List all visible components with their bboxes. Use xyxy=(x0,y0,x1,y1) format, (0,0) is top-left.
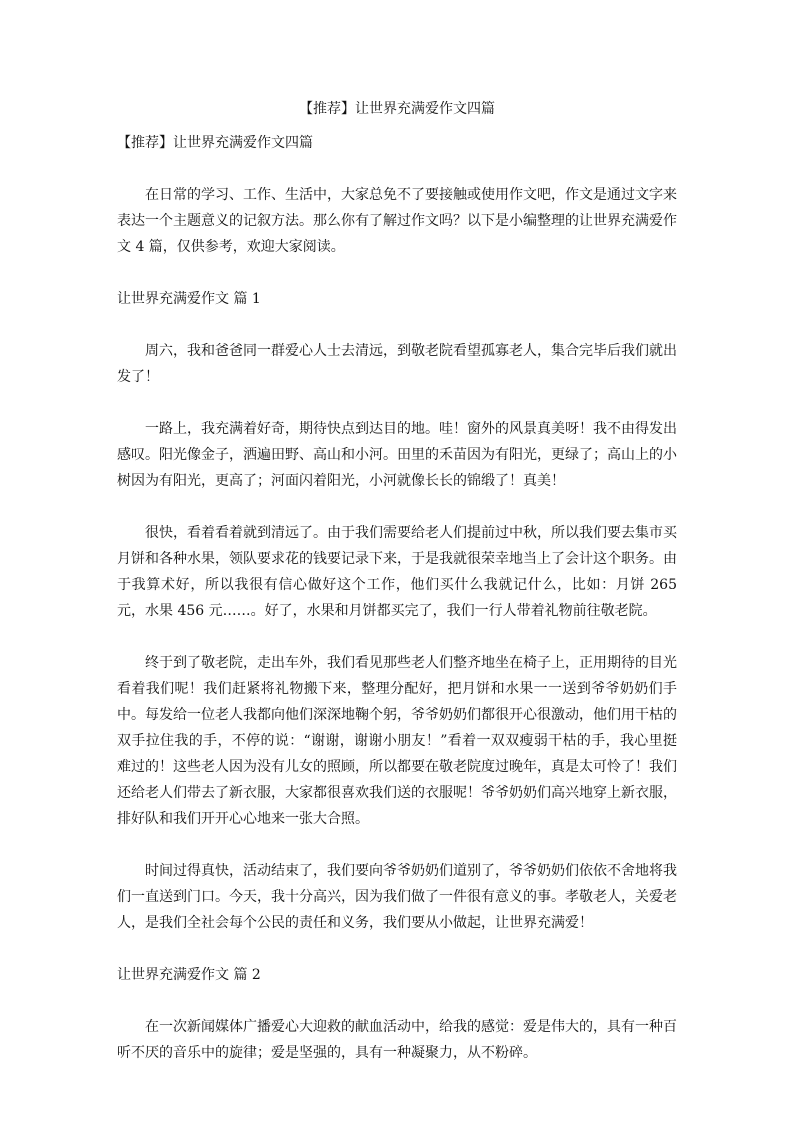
section-1-paragraph-4: 终于到了敬老院，走出车外，我们看见那些老人们整齐地坐在椅子上，正用期待的目光看着我们呢！我们赶紧将礼物搬下来，整理分配好，把月饼和水果一一送到爷爷奶奶们手中。每发给一位老人我都向他们深深地鞠个躬，爷爷奶奶们都很开心很激动，他们用干枯的双手拉住我的手，不停的说：“谢谢，谢谢小朋友！”看着一双双瘦弱干枯的手，我心里挺难过的！这些老人因为没有儿女的照顾，所以都要在敬老院度过晚年，真是太可怜了！我们还给老人们带去了新衣服，大家都很喜欢我们送的衣服呢！爷爷奶奶们高兴地穿上新衣服，排好队和我们开开心心地来一张大合照。 xyxy=(117,655,677,827)
section-1-paragraph-5: 时间过得真快，活动结束了，我们要向爷爷奶奶们道别了，爷爷奶奶们依依不舍地将我们一直送到门口。今天，我十分高兴，因为我们做了一件很有意义的事。孝敬老人，关爱老人，是我们全社会每个公民的责任和义务，我们要从小做起，让世界充满爱！ xyxy=(117,863,677,931)
section-2-heading: 让世界充满爱作文 篇 2 xyxy=(117,967,261,983)
intro-paragraph: 在日常的学习、工作、生活中，大家总免不了要接触或使用作文吧，作文是通过文字来表达一个主题意义的记叙方法。那么你有了解过作文吗？以下是小编整理的让世界充满爱作文 4 篇，仅供参考，欢迎大家阅读。 xyxy=(117,187,677,255)
document-title: 【推荐】让世界充满爱作文四篇 xyxy=(299,101,495,117)
document-subtitle: 【推荐】让世界充满爱作文四篇 xyxy=(117,135,313,151)
section-1-paragraph-1: 周六，我和爸爸同一群爱心人士去清远，到敬老院看望孤寡老人，集合完毕后我们就出发了！ xyxy=(117,343,677,385)
section-1-paragraph-2: 一路上，我充满着好奇，期待快点到达目的地。哇！窗外的风景真美呀！我不由得发出感叹。阳光像金子，洒遍田野、高山和小河。田里的禾苗因为有阳光，更绿了；高山上的小树因为有阳光，更高了；河面闪着阳光，小河就像长长的锦缎了！真美！ xyxy=(117,421,677,489)
section-1-heading: 让世界充满爱作文 篇 1 xyxy=(117,291,261,307)
section-1-paragraph-3: 很快，看着看着就到清远了。由于我们需要给老人们提前过中秋，所以我们要去集市买月饼和各种水果，领队要求花的钱要记录下来，于是我就很荣幸地当上了会计这个职务。由于我算术好，所以我很有信心做好这个工作，他们买什么我就记什么，比如：月饼 265 元，水果 456 元……。好了，水果和月饼都买完了，我们一行人带着礼物前往敬老院。 xyxy=(117,525,677,619)
section-2-paragraph-1: 在一次新闻媒体广播爱心大迎救的献血活动中，给我的感觉：爱是伟大的，具有一种百听不厌的音乐中的旋律；爱是坚强的，具有一种凝聚力，从不粉碎。 xyxy=(117,1019,677,1061)
document-body xyxy=(117,130,677,1092)
